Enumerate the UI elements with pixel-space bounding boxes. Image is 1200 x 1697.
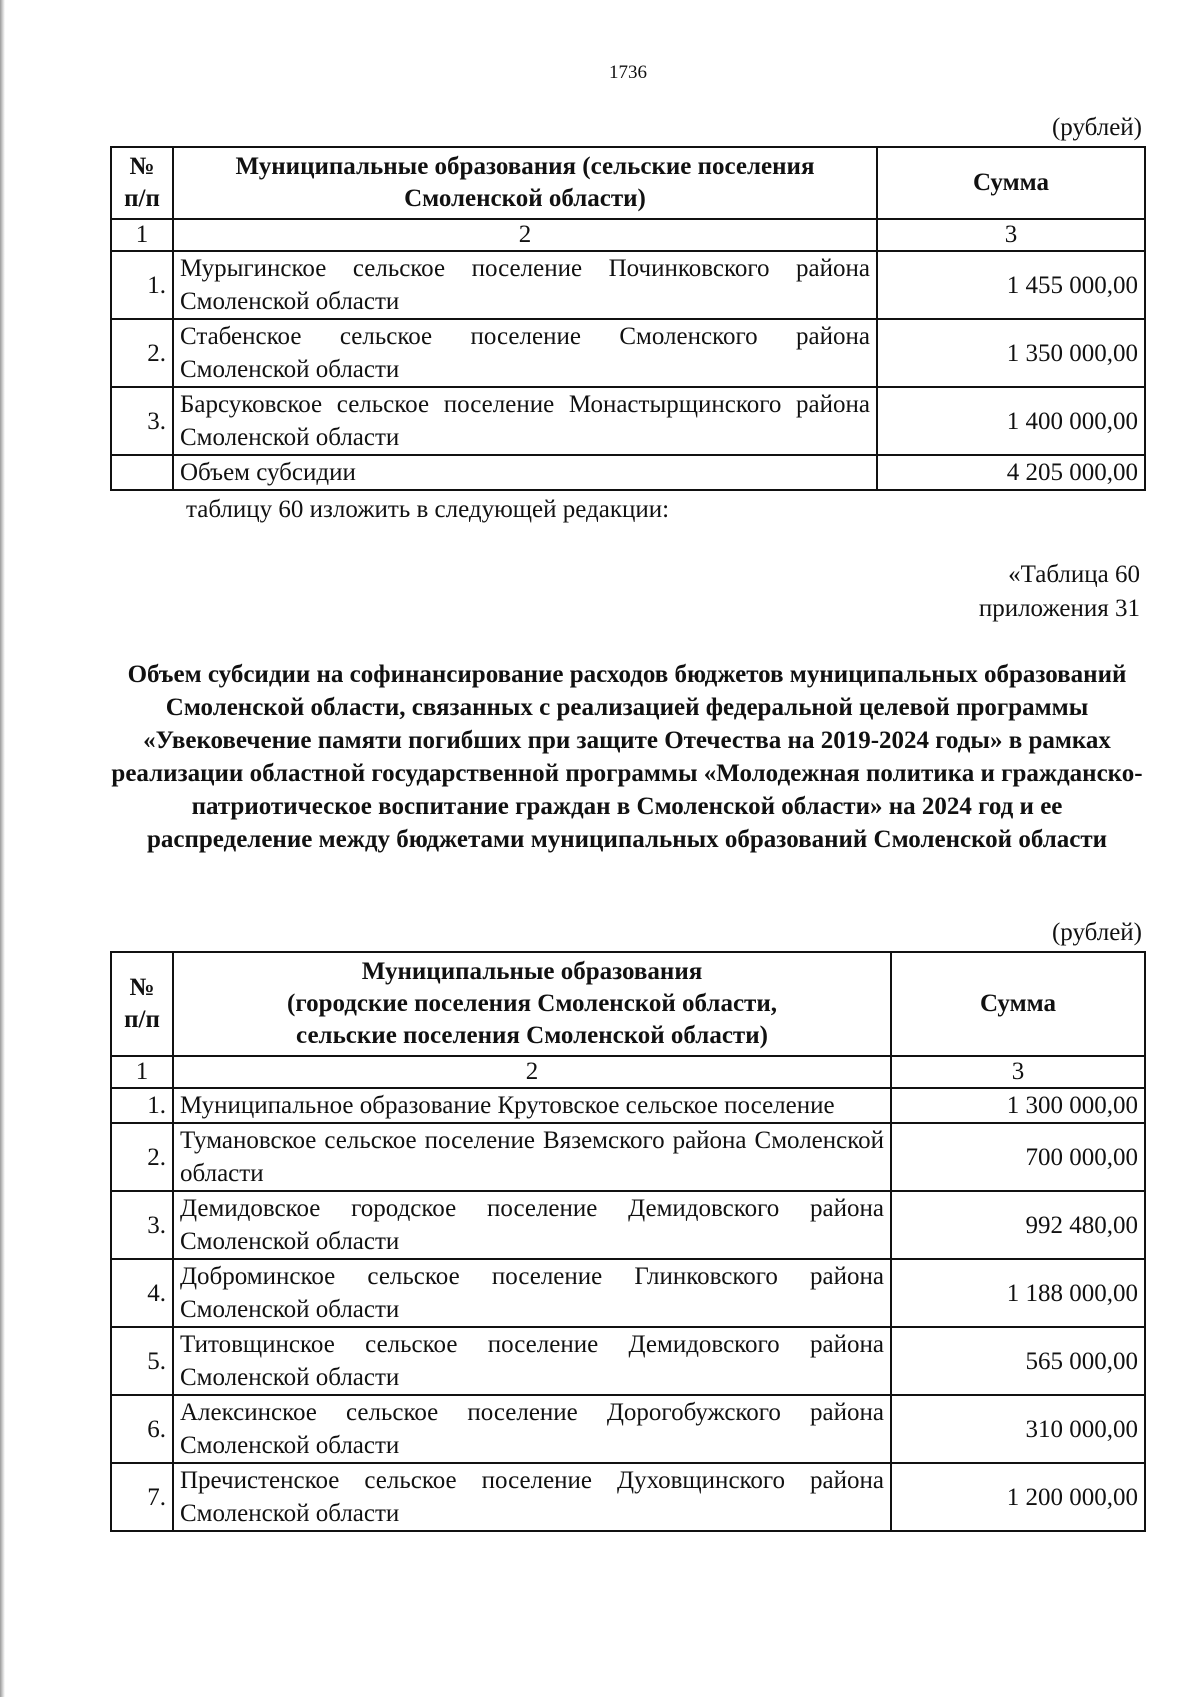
table2-colnum-3: 3 — [891, 1056, 1145, 1088]
table2-column-numbers-row — [111, 1056, 1145, 1088]
row-number: 7. — [111, 1463, 173, 1531]
table2-colnum-1: 1 — [111, 1056, 173, 1088]
row-number: 6. — [111, 1395, 173, 1463]
row-number: 3. — [111, 387, 173, 455]
table1-colnum-2: 2 — [173, 219, 877, 251]
row-municipality: Доброминское сельское поселение Глинковского района Смоленской области — [173, 1259, 891, 1327]
row-number: 1. — [111, 1088, 173, 1123]
row-number: 5. — [111, 1327, 173, 1395]
total-sum: 4 205 000,00 — [877, 455, 1145, 490]
amendment-instruction: таблицу 60 изложить в следующей редакции: — [186, 496, 670, 523]
table2-header-name-line2: (городские поселения Смоленской области, — [287, 990, 777, 1017]
row-number: 1. — [111, 251, 173, 319]
table-row — [111, 1191, 1145, 1259]
table2-header-sum: Сумма — [891, 952, 1145, 1056]
table2-colnum-2: 2 — [173, 1056, 891, 1088]
table-row — [111, 1395, 1145, 1463]
row-municipality: Муниципальное образование Крутовское сельское поселение — [173, 1088, 891, 1123]
row-municipality: Тумановское сельское поселение Вяземского района Смоленской области — [173, 1123, 891, 1191]
table1-header-row — [111, 147, 1145, 219]
table1-header-name: Муниципальные образования (сельские поселения Смоленской области) — [173, 147, 877, 219]
table-row — [111, 1123, 1145, 1191]
row-sum: 1 350 000,00 — [877, 319, 1145, 387]
total-label: Объем субсидии — [173, 455, 877, 490]
row-sum: 310 000,00 — [891, 1395, 1145, 1463]
table1-colnum-1: 1 — [111, 219, 173, 251]
table-row — [111, 387, 1145, 455]
row-sum: 1 200 000,00 — [891, 1463, 1145, 1531]
table-row — [111, 1259, 1145, 1327]
row-sum: 1 300 000,00 — [891, 1088, 1145, 1123]
table1-colnum-3: 3 — [877, 219, 1145, 251]
table-title: Объем субсидии на софинансирование расходов бюджетов муниципальных образований Смоленской области, связанных с реализацией федеральной целевой программы «Увековечение памяти погибших при защите Отечества на 2019-2024 годы» в рамках реализации областной государственной программы «Молодежная политика и гражданско-патриотическое воспитание граждан в Смоленской области» на 2024 год и ее распределение между бюджетами муниципальных образований Смоленской области — [111, 661, 1143, 853]
table2-header-name-line3: сельские поселения Смоленской области) — [296, 1022, 768, 1049]
table1-column-numbers-row — [111, 219, 1145, 251]
row-sum: 1 188 000,00 — [891, 1259, 1145, 1327]
table-row — [111, 251, 1145, 319]
table2-header-name — [173, 952, 891, 1056]
row-municipality: Стабенское сельское поселение Смоленского района Смоленской области — [173, 319, 877, 387]
table-row — [111, 1463, 1145, 1531]
row-municipality: Мурыгинское сельское поселение Починковского района Смоленской области — [173, 251, 877, 319]
table2-header-name-line1: Муниципальные образования — [361, 958, 703, 985]
table2-header-num: № п/п — [111, 952, 173, 1056]
row-sum: 1 455 000,00 — [877, 251, 1145, 319]
table1-subsidy-distribution — [110, 146, 1146, 491]
row-sum: 992 480,00 — [891, 1191, 1145, 1259]
table2-subsidy-distribution — [110, 951, 1146, 1532]
row-number: 2. — [111, 319, 173, 387]
table2-header-row — [111, 952, 1145, 1056]
table1-header-num: № п/п — [111, 147, 173, 219]
row-sum: 1 400 000,00 — [877, 387, 1145, 455]
row-number: 3. — [111, 1191, 173, 1259]
table-row — [111, 1088, 1145, 1123]
row-municipality: Титовщинское сельское поселение Демидовского района Смоленской области — [173, 1327, 891, 1395]
table-caption-line2: приложения 31 — [978, 595, 1140, 622]
row-sum: 700 000,00 — [891, 1123, 1145, 1191]
table1-header-sum: Сумма — [877, 147, 1145, 219]
table2-unit-label: (рублей) — [1051, 919, 1142, 946]
row-number: 2. — [111, 1123, 173, 1191]
row-municipality: Барсуковское сельское поселение Монастырщинского района Смоленской области — [173, 387, 877, 455]
row-municipality: Пречистенское сельское поселение Духовщинского района Смоленской области — [173, 1463, 891, 1531]
row-municipality: Демидовское городское поселение Демидовского района Смоленской области — [173, 1191, 891, 1259]
row-municipality: Алексинское сельское поселение Дорогобужского района Смоленской области — [173, 1395, 891, 1463]
table1-total-row — [111, 455, 1145, 490]
table-caption — [979, 558, 1140, 626]
total-number-empty — [111, 455, 173, 490]
row-number: 4. — [111, 1259, 173, 1327]
row-sum: 565 000,00 — [891, 1327, 1145, 1395]
table-caption-line1: «Таблица 60 — [1008, 561, 1140, 588]
page-number: 1736 — [609, 62, 647, 83]
table1-unit-label: (рублей) — [1051, 114, 1142, 141]
table-row — [111, 1327, 1145, 1395]
scan-edge — [0, 0, 5, 1697]
table-row — [111, 319, 1145, 387]
